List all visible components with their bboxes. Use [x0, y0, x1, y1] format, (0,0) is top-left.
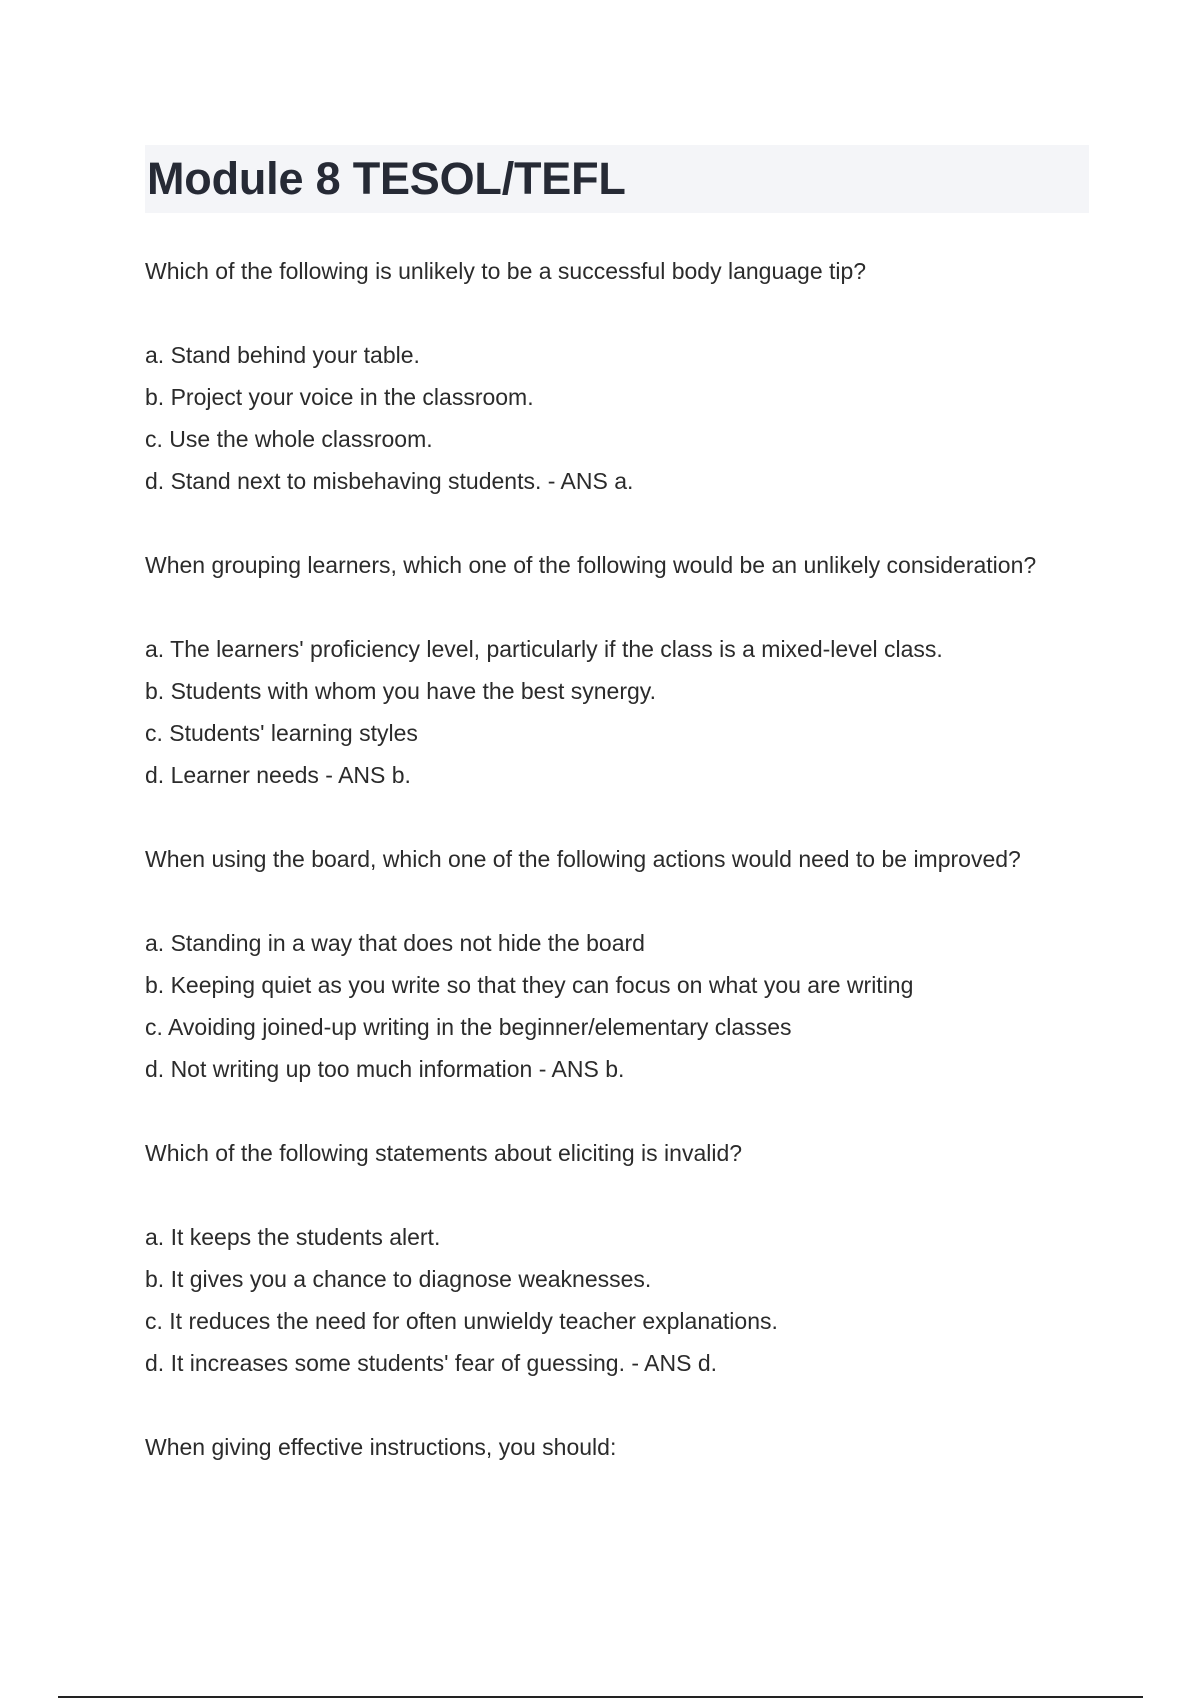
answer-options	[145, 1216, 1105, 1384]
answer-options	[145, 628, 1105, 796]
answer-option-with-answer: d. Stand next to misbehaving students. - ANS a.	[145, 468, 634, 494]
question-block	[145, 838, 1105, 1090]
question-block	[145, 1132, 1105, 1384]
answer-option: b. Students with whom you have the best synergy.	[145, 678, 656, 704]
answer-options	[145, 922, 1105, 1090]
answer-options	[145, 334, 1105, 502]
question-block	[145, 250, 1105, 502]
answer-option: a. It keeps the students alert.	[145, 1224, 441, 1250]
page-title: Module 8 TESOL/TEFL	[147, 153, 626, 204]
answer-option: b. Keeping quiet as you write so that they can focus on what you are writing	[145, 972, 914, 998]
answer-option-with-answer: d. Not writing up too much information - ANS b.	[145, 1056, 625, 1082]
spacer	[145, 1090, 1105, 1132]
question-text: When using the board, which one of the following actions would need to be improved?	[145, 846, 1021, 872]
question-text: When giving effective instructions, you should:	[145, 1434, 617, 1460]
title-banner	[145, 145, 1089, 213]
answer-option: a. Standing in a way that does not hide the board	[145, 930, 645, 956]
answer-option: a. The learners' proficiency level, particularly if the class is a mixed-level class.	[145, 636, 943, 662]
spacer	[145, 796, 1105, 838]
answer-option: a. Stand behind your table.	[145, 342, 420, 368]
answer-option: c. Students' learning styles	[145, 720, 418, 746]
answer-option: c. It reduces the need for often unwieldy teacher explanations.	[145, 1308, 778, 1334]
spacer	[145, 502, 1105, 544]
question-block	[145, 544, 1105, 796]
question-text: When grouping learners, which one of the following would be an unlikely consideration?	[145, 552, 1037, 578]
answer-option-with-answer: d. It increases some students' fear of guessing. - ANS d.	[145, 1350, 718, 1376]
spacer	[145, 1384, 1105, 1426]
question-block	[145, 1426, 1105, 1468]
answer-option: c. Use the whole classroom.	[145, 426, 433, 452]
question-list	[145, 250, 1105, 1468]
answer-option: c. Avoiding joined-up writing in the beginner/elementary classes	[145, 1014, 792, 1040]
answer-option: b. It gives you a chance to diagnose weaknesses.	[145, 1266, 652, 1292]
question-text: Which of the following is unlikely to be a successful body language tip?	[145, 258, 867, 284]
answer-option-with-answer: d. Learner needs - ANS b.	[145, 762, 411, 788]
page-divider	[58, 1696, 1143, 1698]
answer-option: b. Project your voice in the classroom.	[145, 384, 534, 410]
question-text: Which of the following statements about eliciting is invalid?	[145, 1140, 743, 1166]
